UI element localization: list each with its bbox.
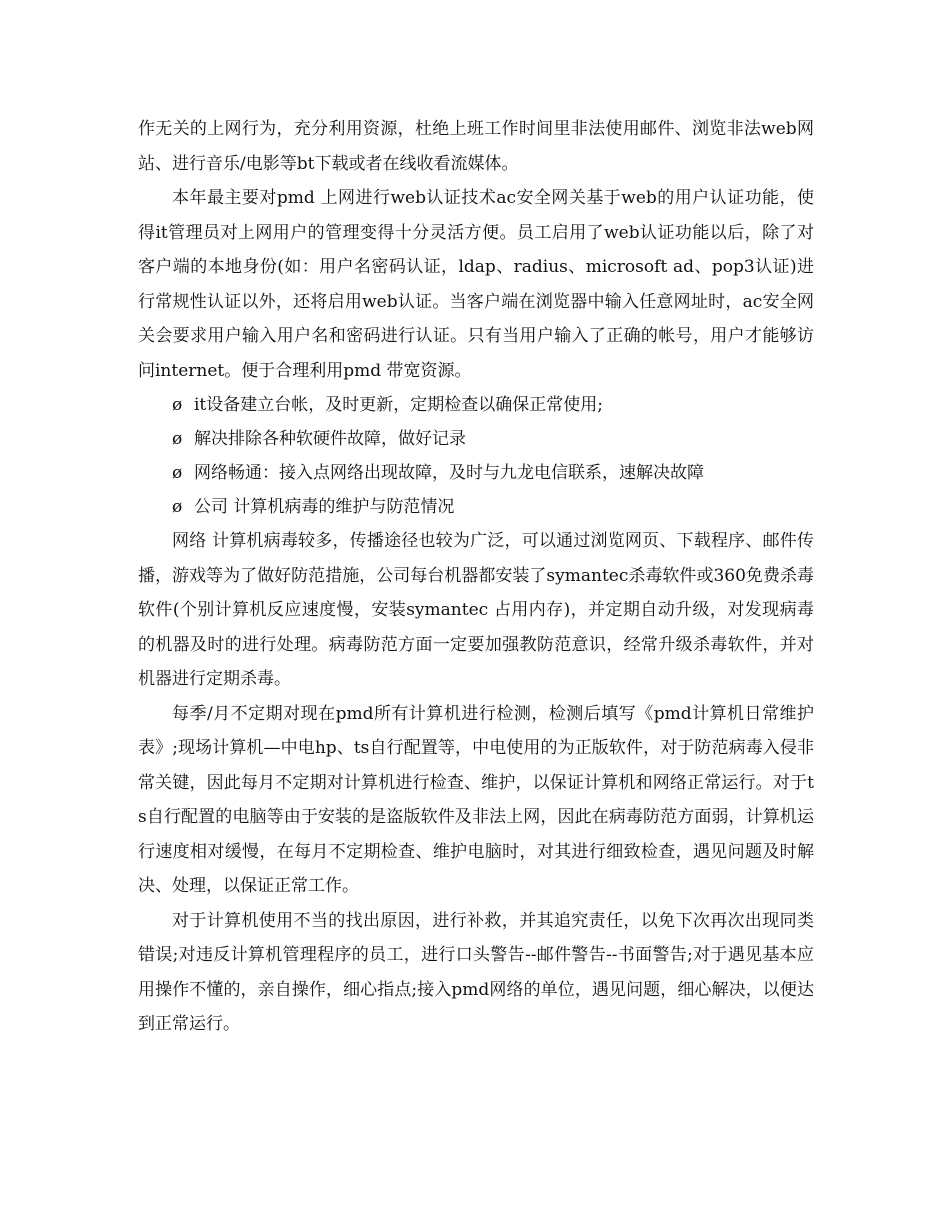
paragraph-3: 网络 计算机病毒较多，传播途径也较为广泛，可以通过浏览网页、下载程序、邮件传播，游戏等为了做好防范措施，公司每台机器都安装了symantec杀毒软件或360免费杀毒软件(个别计算机反应速度慢，安装symantec 占用内存)，并定期自动升级，对发现病毒的机器及时的进行处理。病毒防范方面一定要加强教防范意识，经常升级杀毒软件，并对机器进行定期杀毒。 bbox=[138, 531, 814, 689]
bullet-item bbox=[138, 422, 814, 456]
bullet-text: it设备建立台帐，及时更新，定期检查以确保正常使用; bbox=[194, 395, 603, 415]
paragraph-4: 每季/月不定期对现在pmd所有计算机进行检测，检测后填写《pmd计算机日常维护表》;现场计算机—中电hp、ts自行配置等，中电使用的为正版软件，对于防范病毒入侵非常关键，因此每月不定期对计算机进行检查、维护，以保证计算机和网络正常运行。对于ts自行配置的电脑等由于安装的是盗版软件及非法上网，因此在病毒防范方面弱，计算机运行速度相对缓慢，在每月不定期检查、维护电脑时，对其进行细致检查，遇见问题及时解决、处理，以保证正常工作。 bbox=[138, 703, 814, 896]
bullet-item bbox=[138, 388, 814, 422]
paragraph-5: 对于计算机使用不当的找出原因，进行补救，并其追究责任，以免下次再次出现同类错误;对违反计算机管理程序的员工，进行口头警告--邮件警告--书面警告;对于遇见基本应用操作不懂的，亲自操作，细心指点;接入pmd网络的单位，遇见问题，细心解决，以便达到正常运行。 bbox=[138, 910, 814, 1034]
bullet-mark: ø bbox=[172, 497, 183, 517]
bullet-text: 公司 计算机病毒的维护与防范情况 bbox=[194, 497, 455, 517]
paragraph-1: 作无关的上网行为，充分利用资源，杜绝上班工作时间里非法使用邮件、浏览非法web网站、进行音乐/电影等bt下载或者在线收看流媒体。 bbox=[138, 119, 814, 174]
bullet-text: 解决排除各种软硬件故障，做好记录 bbox=[194, 429, 466, 449]
bullet-item bbox=[138, 456, 814, 490]
document-body bbox=[138, 112, 814, 1042]
bullet-mark: ø bbox=[172, 395, 183, 415]
paragraph-2: 本年最主要对pmd 上网进行web认证技术ac安全网关基于web的用户认证功能，使得it管理员对上网用户的管理变得十分灵活方便。员工启用了web认证功能以后，除了对客户端的本地身份(如：用户名密码认证，ldap、radius、microsoft ad、pop3认证)进行常规性认证以外，还将启用web认证。当客户端在浏览器中输入任意网址时，ac安全网关会要求用户输入用户名和密码进行认证。只有当用户输入了正确的帐号，用户才能够访问internet。便于合理利用pmd 带宽资源。 bbox=[138, 188, 814, 381]
bullet-text: 网络畅通：接入点网络出现故障，及时与九龙电信联系，速解决故障 bbox=[194, 463, 704, 483]
bullet-item bbox=[138, 490, 814, 524]
bullet-mark: ø bbox=[172, 429, 183, 449]
bullet-mark: ø bbox=[172, 463, 183, 483]
